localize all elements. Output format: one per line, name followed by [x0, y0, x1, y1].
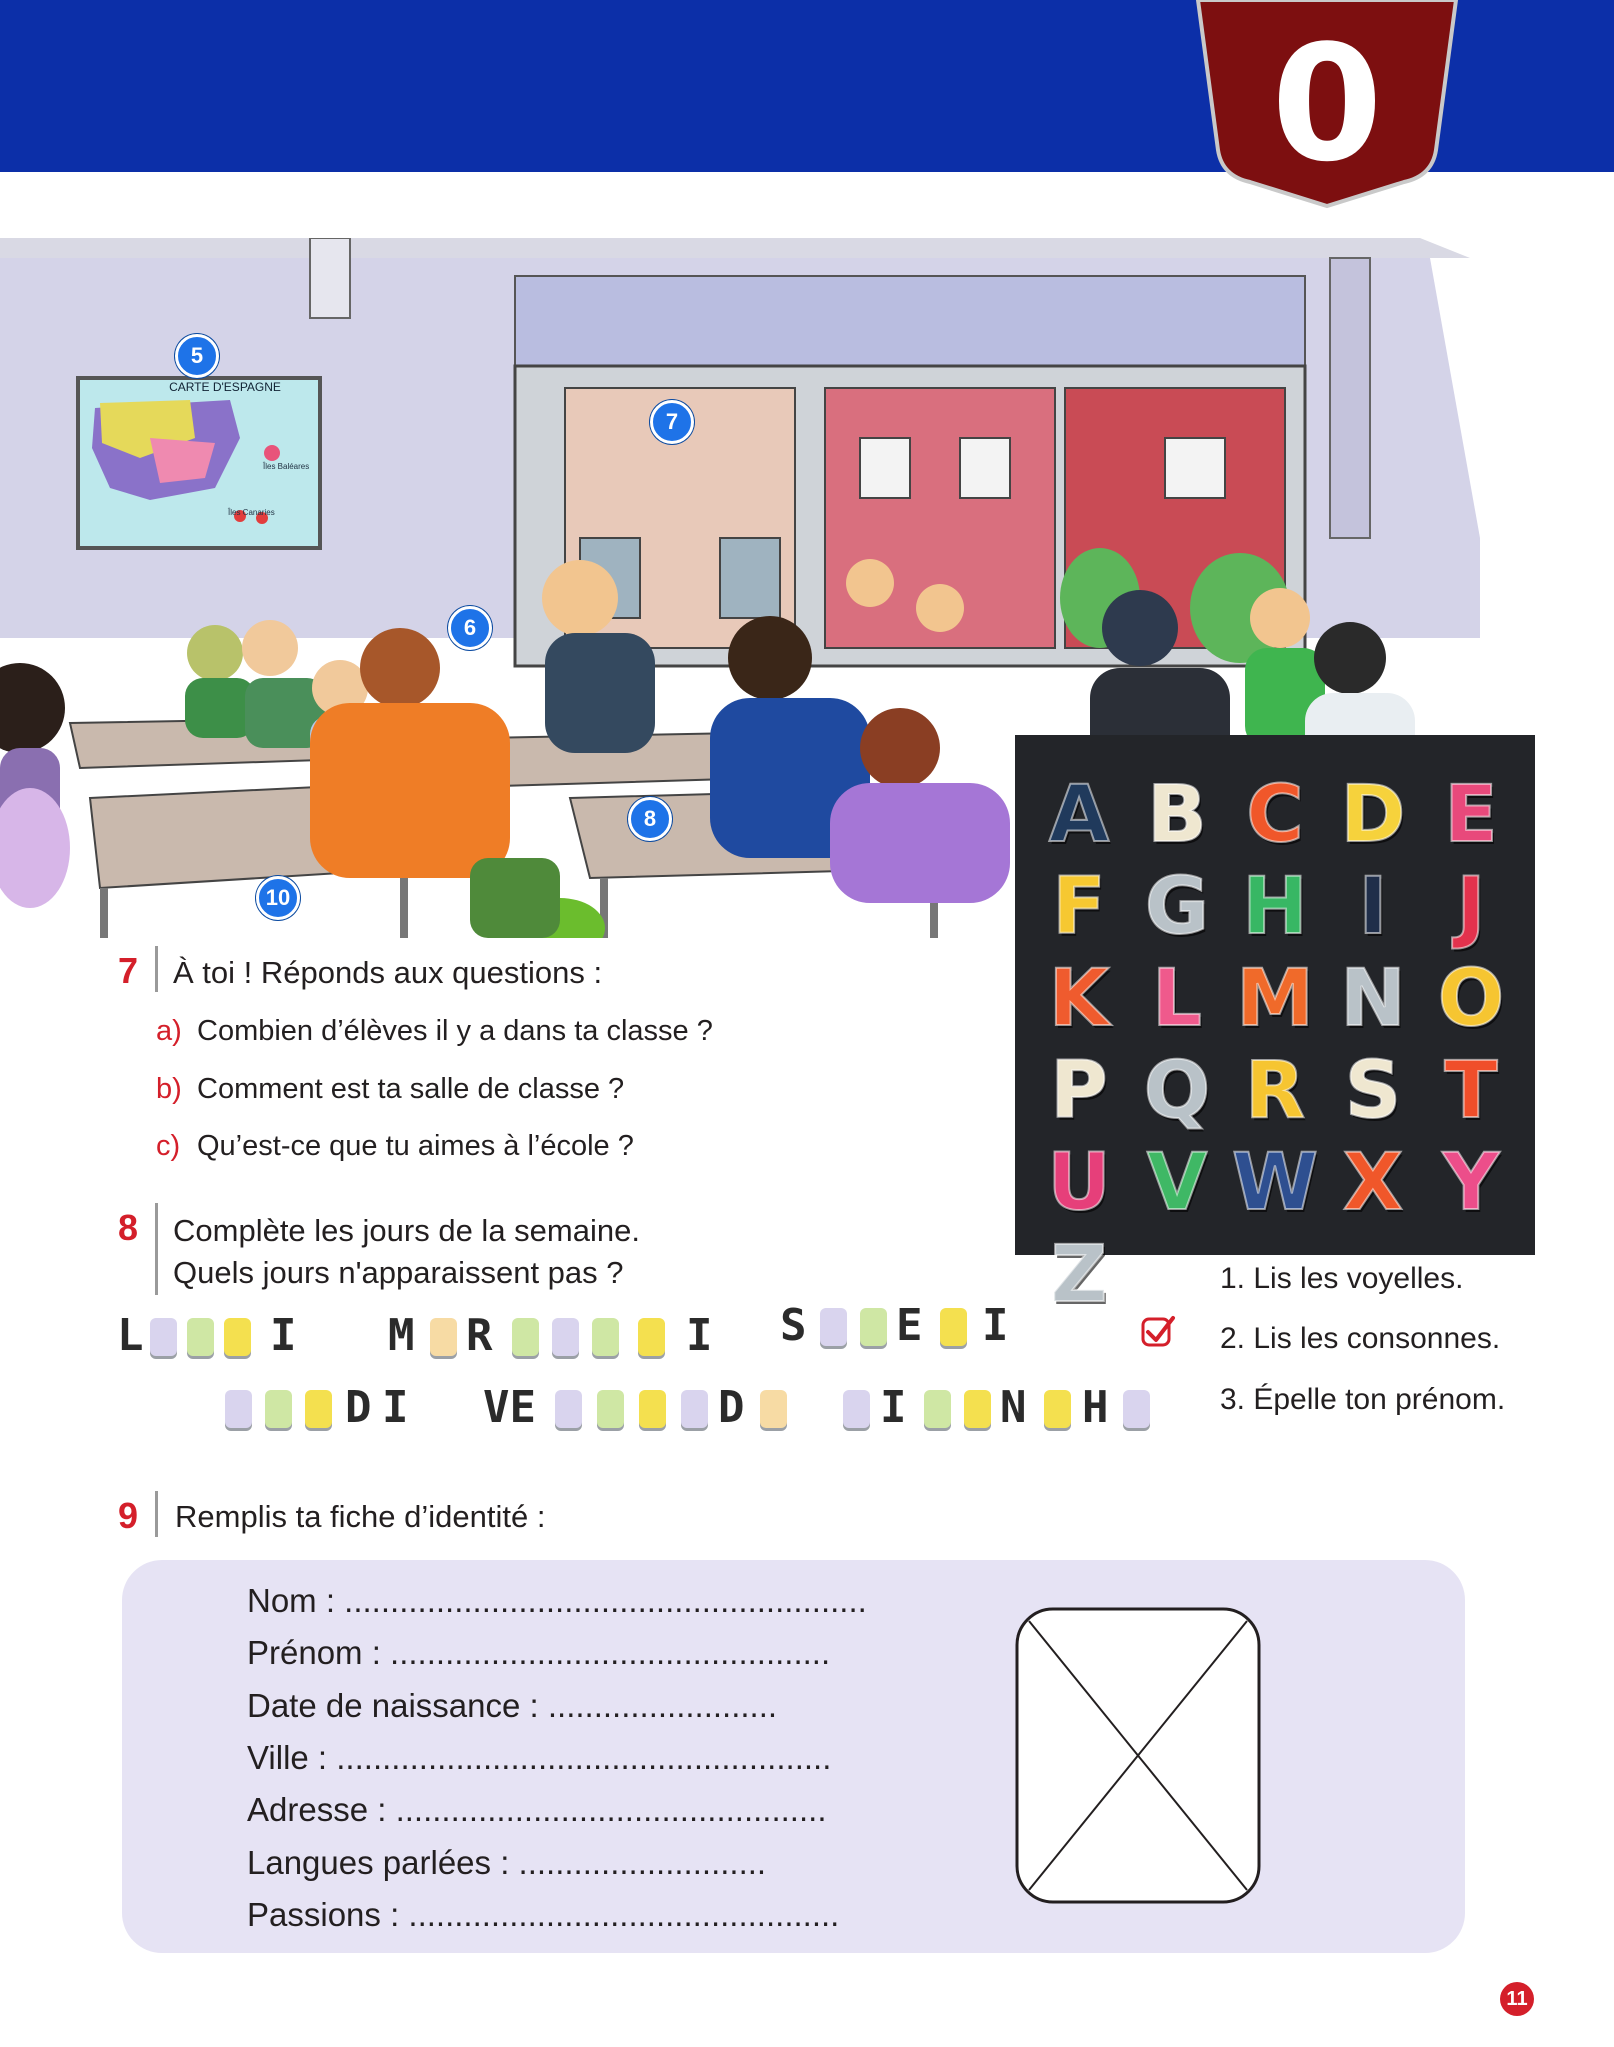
- exercise-9-divider: [155, 1491, 158, 1537]
- puzzle-letter: D: [718, 1382, 745, 1433]
- puzzle-tile-lilac[interactable]: [225, 1390, 252, 1428]
- alphabet-letter: X: [1342, 1138, 1404, 1228]
- puzzle-tile-green[interactable]: [860, 1308, 887, 1346]
- exercise-8-title-line2: Quels jours n'apparaissent pas ?: [173, 1255, 624, 1290]
- puzzle-letter: VE: [483, 1382, 536, 1433]
- puzzle-tile-green[interactable]: [592, 1318, 619, 1356]
- field-ville[interactable]: Ville : ......................................................: [247, 1739, 832, 1776]
- puzzle-letter: M: [388, 1310, 415, 1361]
- puzzle-tile-lilac[interactable]: [843, 1390, 870, 1428]
- question-b-text: Comment est ta salle de classe ?: [197, 1073, 625, 1105]
- alphabet-letter: P: [1050, 1046, 1108, 1136]
- checkbox-icon: [1140, 1314, 1176, 1350]
- alphabet-letter: B: [1147, 770, 1207, 860]
- puzzle-tile-lilac[interactable]: [820, 1308, 847, 1346]
- alphabet-letter: Y: [1442, 1138, 1500, 1228]
- alphabet-letter: O: [1437, 954, 1505, 1044]
- alphabet-letter: V: [1146, 1138, 1208, 1228]
- exercise-9-number: 9: [118, 1495, 139, 1536]
- puzzle-tile-yellow[interactable]: [639, 1390, 666, 1428]
- map-label-baleares: Îles Baléares: [263, 462, 310, 471]
- puzzle-tile-green[interactable]: [512, 1318, 539, 1356]
- alphabet-letter: M: [1236, 954, 1314, 1044]
- exercise-8-divider: [155, 1203, 158, 1295]
- exercise-7-divider: [155, 946, 158, 992]
- puzzle-tile-green[interactable]: [265, 1390, 292, 1428]
- scene-badge-7: 7: [650, 400, 694, 444]
- puzzle-tile-yellow[interactable]: [305, 1390, 332, 1428]
- exercise-8-number: 8: [118, 1207, 139, 1248]
- question-c-text: Qu’est-ce que tu aimes à l’école ?: [197, 1130, 634, 1162]
- exercise-8-title-line1: Complète les jours de la semaine.: [173, 1213, 640, 1248]
- puzzle-letter: S: [780, 1300, 807, 1351]
- unit-number: 0: [1271, 10, 1383, 197]
- puzzle-letter: N: [1000, 1382, 1027, 1433]
- alphabet-letter: K: [1048, 954, 1110, 1044]
- alphabet-letter: H: [1242, 862, 1308, 952]
- puzzle-letter: I: [880, 1382, 907, 1433]
- field-prenom[interactable]: Prénom : ................................................: [247, 1634, 831, 1671]
- puzzle-letter: L: [117, 1310, 144, 1361]
- alphabet-task-2: 2. Lis les consonnes.: [1220, 1322, 1501, 1355]
- map-label-canaries: Îles Canaries: [228, 508, 275, 517]
- question-a-letter: a): [156, 1015, 182, 1047]
- question-c-letter: c): [156, 1130, 181, 1162]
- puzzle-letter: R: [466, 1310, 493, 1361]
- puzzle-letter: I: [382, 1382, 409, 1433]
- puzzle-tile-green[interactable]: [924, 1390, 951, 1428]
- alphabet-letter: R: [1244, 1046, 1306, 1136]
- puzzle-tile-peach[interactable]: [430, 1318, 457, 1356]
- alphabet-letter: T: [1444, 1046, 1498, 1136]
- puzzle-tile-peach[interactable]: [760, 1390, 787, 1428]
- puzzle-letter: I: [982, 1300, 1009, 1351]
- puzzle-tile-lilac[interactable]: [681, 1390, 708, 1428]
- exercise-9-title: Remplis ta fiche d’identité :: [175, 1499, 546, 1534]
- alphabet-letter: I: [1358, 862, 1388, 952]
- puzzle-letter: I: [270, 1310, 297, 1361]
- alphabet-letter: N: [1340, 954, 1406, 1044]
- field-adresse[interactable]: Adresse : ...............................................: [247, 1791, 827, 1828]
- scene-badge-6: 6: [448, 606, 492, 650]
- alphabet-letter: C: [1246, 770, 1304, 860]
- puzzle-letter: H: [1082, 1382, 1109, 1433]
- field-passions[interactable]: Passions : ...............................................: [247, 1896, 840, 1933]
- alphabet-letter: W: [1231, 1138, 1319, 1228]
- alphabet-letter: F: [1052, 862, 1106, 952]
- puzzle-letter: E: [896, 1300, 923, 1351]
- field-date-naissance[interactable]: Date de naissance : .........................: [247, 1687, 778, 1724]
- alphabet-letter: E: [1444, 770, 1498, 860]
- alphabet-letter: J: [1456, 862, 1486, 952]
- alphabet-letter: A: [1048, 770, 1110, 860]
- alphabet-letter: L: [1152, 954, 1202, 1044]
- alphabet-letter: Q: [1143, 1046, 1211, 1136]
- alphabet-task-1: 1. Lis les voyelles.: [1220, 1262, 1464, 1295]
- field-langues[interactable]: Langues parlées : ...........................: [247, 1844, 767, 1881]
- puzzle-tile-lilac[interactable]: [150, 1318, 177, 1356]
- page-number: 11: [1500, 1982, 1534, 2016]
- scene-badge-10: 10: [256, 876, 300, 920]
- alphabet-letter: U: [1047, 1138, 1111, 1228]
- puzzle-tile-yellow[interactable]: [638, 1318, 665, 1356]
- puzzle-letter: D: [345, 1382, 372, 1433]
- question-b-letter: b): [156, 1073, 182, 1105]
- puzzle-tile-yellow[interactable]: [1044, 1390, 1071, 1428]
- map-title: CARTE D'ESPAGNE: [169, 380, 281, 394]
- scene-badge-5: 5: [175, 334, 219, 378]
- exercise-7-title: À toi ! Réponds aux questions :: [173, 955, 603, 990]
- puzzle-tile-lilac[interactable]: [1123, 1390, 1150, 1428]
- photo-placeholder[interactable]: [1015, 1607, 1261, 1904]
- alphabet-letter: Z: [1050, 1230, 1108, 1320]
- puzzle-tile-lilac[interactable]: [555, 1390, 582, 1428]
- puzzle-tile-green[interactable]: [187, 1318, 214, 1356]
- field-nom[interactable]: Nom : .........................................................: [247, 1582, 867, 1619]
- puzzle-tile-yellow[interactable]: [940, 1308, 967, 1346]
- alphabet-letter: G: [1144, 862, 1210, 952]
- alphabet-letter: D: [1340, 770, 1406, 860]
- puzzle-tile-lilac[interactable]: [552, 1318, 579, 1356]
- puzzle-tile-yellow[interactable]: [964, 1390, 991, 1428]
- alphabet-letter: S: [1344, 1046, 1402, 1136]
- puzzle-tile-green[interactable]: [597, 1390, 624, 1428]
- puzzle-tile-yellow[interactable]: [224, 1318, 251, 1356]
- scene-badge-8: 8: [628, 797, 672, 841]
- question-a-text: Combien d’élèves il y a dans ta classe ?: [197, 1015, 713, 1047]
- puzzle-letter: I: [686, 1310, 713, 1361]
- alphabet-task-3: 3. Épelle ton prénom.: [1220, 1383, 1506, 1416]
- exercise-7-number: 7: [118, 950, 139, 991]
